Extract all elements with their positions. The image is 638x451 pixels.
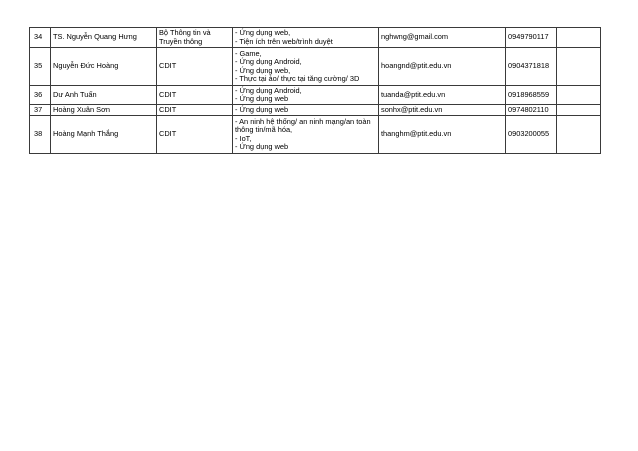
organization: CDIT [157,105,233,116]
phone: 0949790117 [506,28,557,48]
empty-cell [557,48,601,86]
phone: 0904371818 [506,48,557,86]
organization: CDIT [157,48,233,86]
expertise-line: thông tin/mã hóa, [235,125,293,135]
organization-line: Bộ Thông tin và [159,28,211,38]
expertise-line: - An ninh hệ thống/ an ninh mạng/an toàn [235,116,371,126]
expertise-fields [233,86,379,105]
expertise-line: - Ứng dụng web, [235,65,291,75]
organization-line: Truyền thông [159,36,203,46]
expertise-line: - Thực tại ảo/ thực tại tăng cường/ 3D [235,73,360,83]
expertise-fields [233,105,379,116]
expertise-fields [233,28,379,48]
expert-name: Dư Anh Tuấn [51,86,157,105]
email: sonhx@ptit.edu.vn [379,105,506,116]
empty-cell [557,116,601,154]
expert-name: TS. Nguyễn Quang Hưng [51,28,157,48]
expertise-fields [233,48,379,86]
row-number: 37 [30,105,51,116]
row-number: 38 [30,116,51,154]
organization [157,28,233,48]
table-row [30,48,601,86]
expert-name: Hoàng Xuân Sơn [51,105,157,116]
empty-cell [557,86,601,105]
organization: CDIT [157,86,233,105]
expert-name: Nguyễn Đức Hoàng [51,48,157,86]
email: tuanda@ptit.edu.vn [379,86,506,105]
expertise-line: - Ứng dụng web [235,141,289,151]
email: thanghm@ptit.edu.vn [379,116,506,154]
table-row [30,116,601,154]
row-number: 34 [30,28,51,48]
expertise-line: - Ứng dụng Android, [235,57,302,67]
table-row [30,28,601,48]
experts-table [29,27,601,154]
table-row [30,105,601,116]
email: hoangnd@ptit.edu.vn [379,48,506,86]
table-row [30,86,601,105]
expertise-line: - Ứng dụng Android, [235,85,302,95]
organization: CDIT [157,116,233,154]
expertise-line: - Ứng dụng web, [235,28,291,38]
phone: 0918968559 [506,86,557,105]
empty-cell [557,105,601,116]
expertise-line: - Ứng dụng web [235,104,289,114]
phone: 0903200055 [506,116,557,154]
expertise-fields [233,116,379,154]
phone: 0974802110 [506,105,557,116]
row-number: 36 [30,86,51,105]
expertise-line: - Tiện ích trên web/trình duyệt [235,36,333,46]
empty-cell [557,28,601,48]
expertise-line: - IoT, [235,133,252,143]
expertise-line: - Game, [235,48,262,58]
email: nghwng@gmail.com [379,28,506,48]
row-number: 35 [30,48,51,86]
expert-name: Hoàng Mạnh Thắng [51,116,157,154]
expertise-line: - Ứng dụng web [235,94,289,103]
